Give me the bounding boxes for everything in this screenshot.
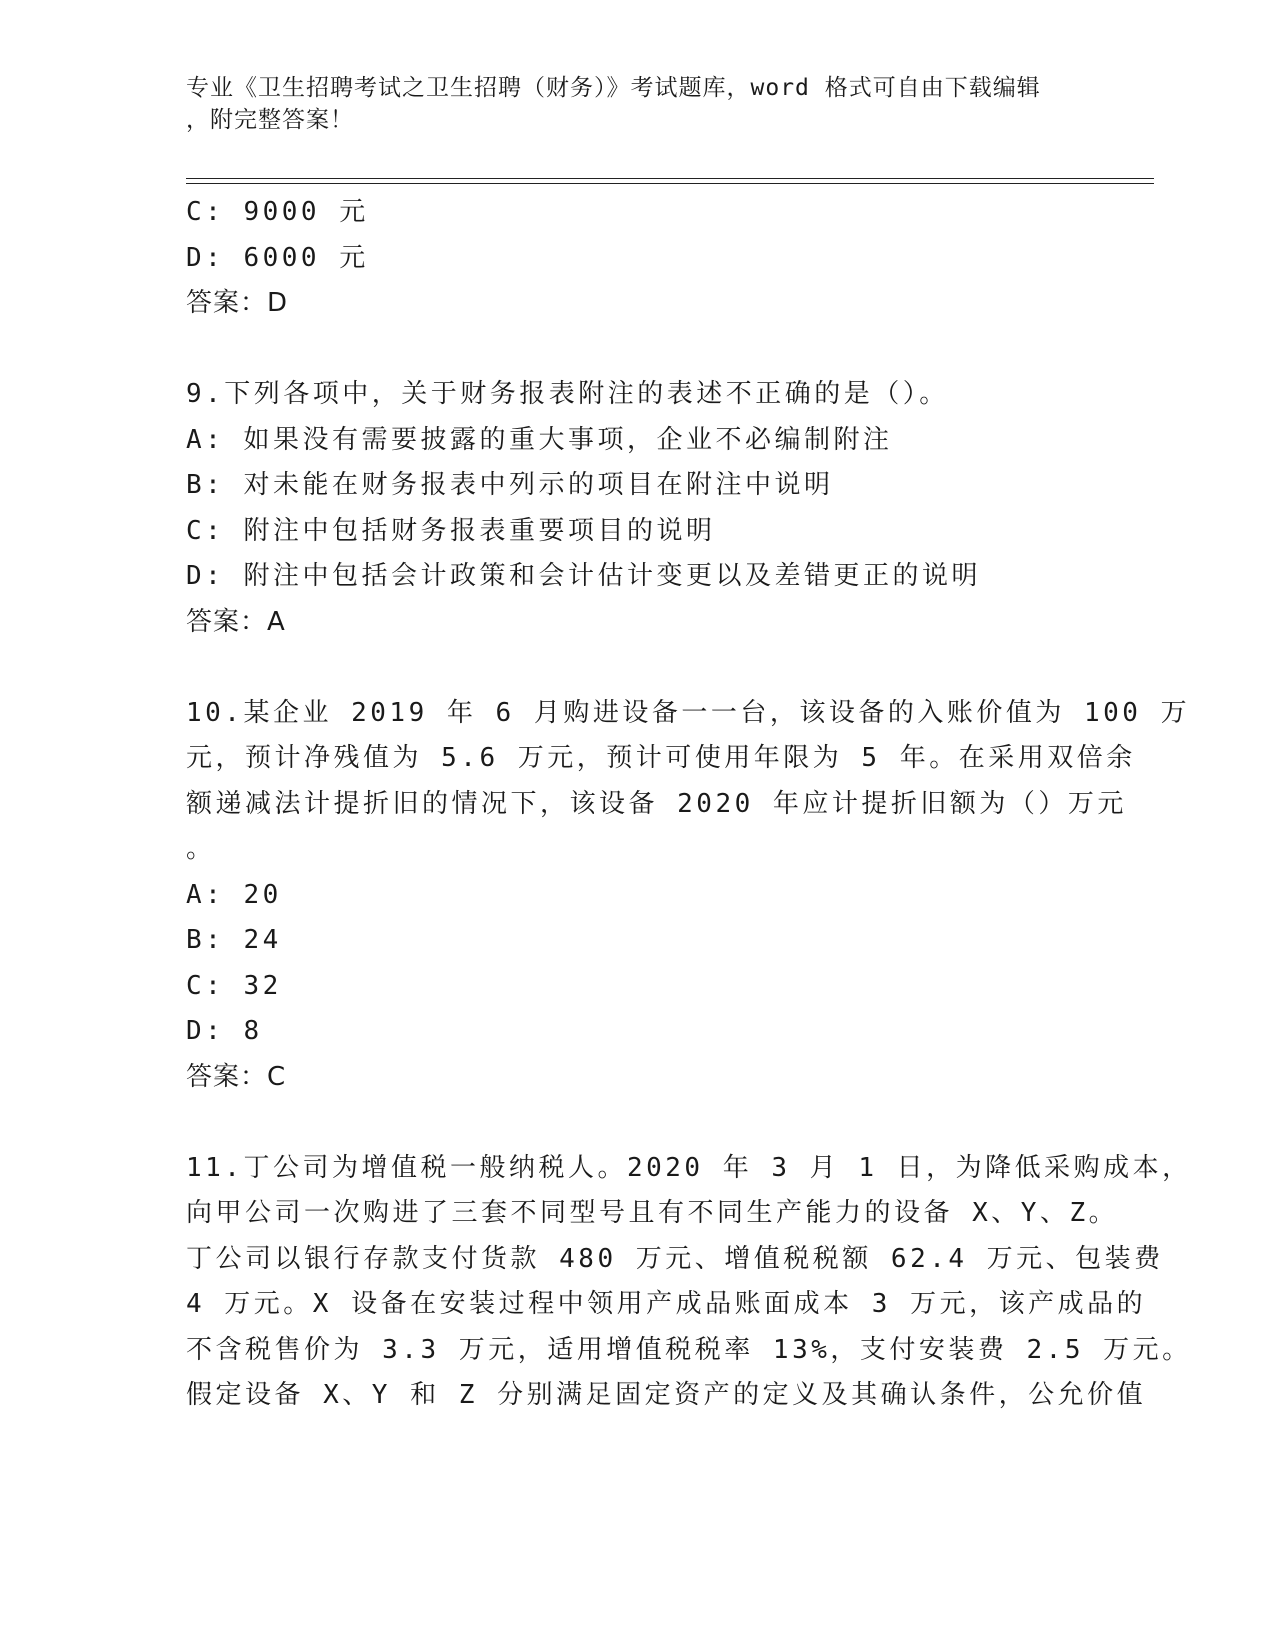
- q10-option-d: D: 8: [186, 1016, 263, 1046]
- question-8-tail: [186, 190, 1086, 327]
- q11-line-5: 不含税售价为 3.3 万元，适用增值税税率 13%，支付安装费 2.5 万元。: [186, 1334, 1192, 1365]
- q9-stem: 9.下列各项中，关于财务报表附注的表述不正确的是（）。: [186, 379, 949, 409]
- spacer: [186, 1100, 1086, 1146]
- q10-answer: 答案：C: [186, 1061, 287, 1092]
- q10-option-c: C: 32: [186, 970, 282, 1001]
- question-11: [186, 1146, 1192, 1419]
- q9-answer: 答案：A: [186, 606, 286, 637]
- question-10: [186, 691, 1191, 1101]
- q9-option-d: D: 附注中包括会计政策和会计估计变更以及差错更正的说明: [186, 561, 981, 591]
- q11-line-6: 假定设备 X、Y 和 Z 分别满足固定资产的定义及其确认条件，公允价值: [186, 1380, 1147, 1410]
- q11-line-4: 4 万元。X 设备在安装过程中领用产成品账面成本 3 万元，该产成品的: [186, 1289, 1147, 1319]
- q9-option-b: B: 对未能在财务报表中列示的项目在附注中说明: [186, 470, 834, 500]
- header-divider-bottom: [186, 183, 1154, 184]
- exam-content: [186, 190, 1192, 1419]
- header-line-1: 专业《卫生招聘考试之卫生招聘（财务）》考试题库，word 格式可自由下载编辑: [186, 75, 1041, 101]
- q10-stem-line-3: 额递减法计提折旧的情况下，该设备 2020 年应计提折旧额为（）万元: [186, 788, 1127, 819]
- q10-stem-line-2: 元，预计净残值为 5.6 万元，预计可使用年限为 5 年。在采用双倍余: [186, 743, 1136, 773]
- q9-option-a: A: 如果没有需要披露的重大事项，企业不必编制附注: [186, 424, 893, 455]
- q8-answer: 答案：D: [186, 288, 289, 318]
- q11-line-1: 11.丁公司为增值税一般纳税人。2020 年 3 月 1 日，为降低采购成本，: [186, 1152, 1192, 1183]
- header-divider-top: [186, 178, 1154, 179]
- document-header: [186, 72, 1066, 136]
- q9-option-c: C: 附注中包括财务报表重要项目的说明: [186, 515, 716, 546]
- q11-line-2: 向甲公司一次购进了三套不同型号且有不同生产能力的设备 X、Y、Z。: [186, 1198, 1119, 1228]
- q10-option-a: A: 20: [186, 879, 282, 910]
- q8-option-d: D: 6000 元: [186, 242, 369, 273]
- q10-option-b: B: 24: [186, 925, 282, 955]
- q11-line-3: 丁公司以银行存款支付货款 480 万元、增值税税额 62.4 万元、包装费: [186, 1243, 1164, 1274]
- spacer: [186, 645, 1086, 691]
- header-line-2: ，附完整答案！: [186, 107, 354, 133]
- spacer: [186, 327, 1086, 373]
- q10-stem-line-4: 。: [186, 834, 216, 864]
- q8-option-c: C: 9000 元: [186, 197, 369, 227]
- q10-stem-line-1: 10.某企业 2019 年 6 月购进设备一一台，该设备的入账价值为 100 万: [186, 697, 1191, 728]
- question-9: [186, 372, 1086, 645]
